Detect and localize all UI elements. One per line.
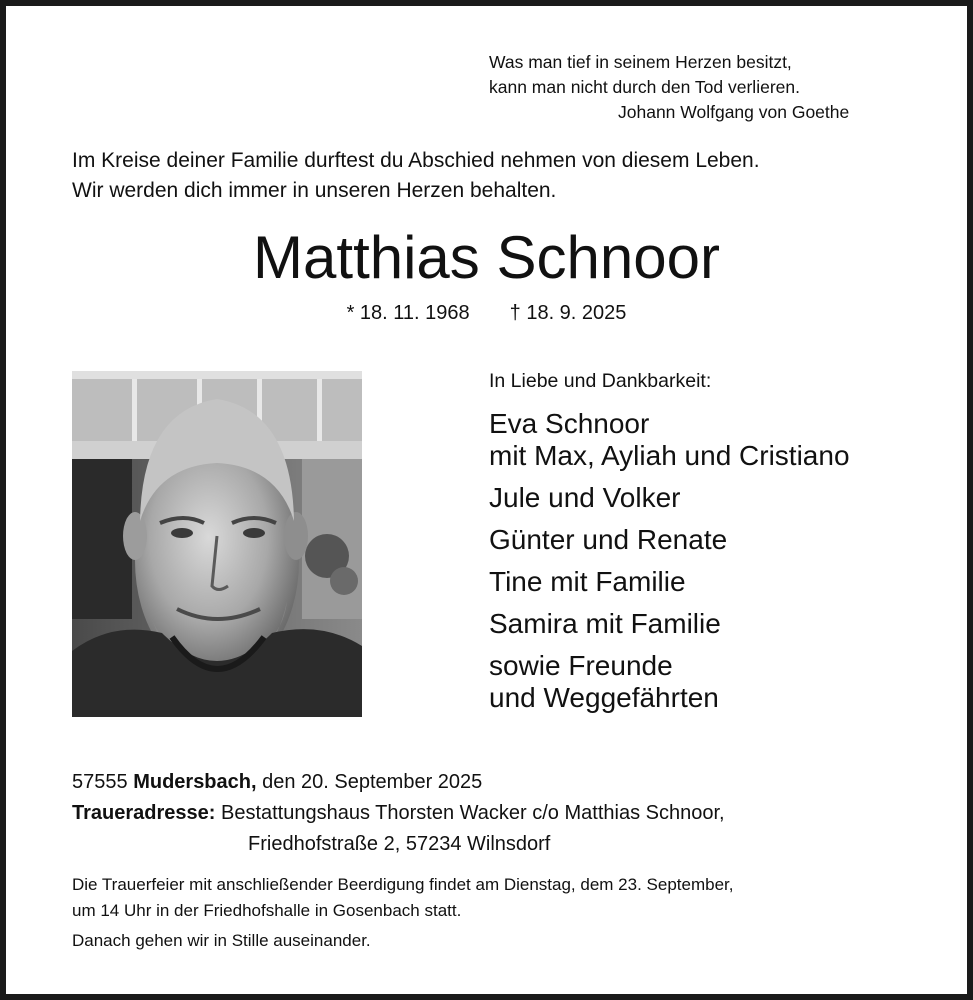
mourner-line: und Weggefährten (489, 682, 719, 713)
birth-date: * 18. 11. 1968 (346, 302, 470, 324)
deceased-name: Matthias Schnoor (253, 224, 720, 291)
intro-line-1: Im Kreise deiner Familie durftest du Abschied nehmen von diesem Leben. (72, 149, 760, 172)
mourner-line: Eva Schnoor (489, 408, 650, 439)
obituary-notice (6, 6, 967, 994)
mourner-line: sowie Freunde (489, 650, 673, 681)
address-label: Traueradresse: (72, 802, 216, 824)
mourners-list (489, 408, 850, 714)
death-date: † 18. 9. 2025 (509, 302, 627, 324)
mourner-line: Tine mit Familie (489, 566, 686, 597)
mourner-line: Jule und Volker (489, 482, 681, 513)
quote-author: Johann Wolfgang von Goethe (618, 102, 850, 122)
quote-line-1: Was man tief in seinem Herzen besitzt, (489, 52, 792, 72)
portrait-photo (72, 371, 362, 717)
intro-line-2: Wir werden dich immer in unseren Herzen behalten. (72, 179, 557, 202)
service-line-2: um 14 Uhr in der Friedhofshalle in Gosenbach statt. (72, 901, 462, 920)
intro-text (72, 146, 760, 206)
mourner-line: mit Max, Ayliah und Cristiano (489, 440, 850, 471)
quote-line-2: kann man nicht durch den Tod verlieren. (489, 77, 800, 97)
notice-date: den 20. September 2025 (262, 771, 483, 793)
mourner-line: Samira mit Familie (489, 608, 721, 639)
goethe-quote (489, 50, 800, 100)
address-line-2: Friedhofstraße 2, 57234 Wilnsdorf (248, 833, 551, 855)
service-line-1: Die Trauerfeier mit anschließender Beerdigung findet am Dienstag, dem 23. September, (72, 875, 734, 894)
mourning-address (72, 798, 725, 828)
address-line-1: Bestattungshaus Thorsten Wacker c/o Matthias Schnoor, (220, 802, 725, 824)
zip-code: 57555 (72, 771, 128, 793)
life-dates (6, 298, 967, 328)
service-line-3: Danach gehen wir in Stille auseinander. (72, 931, 371, 950)
city: Mudersbach, (133, 771, 257, 793)
mourners-heading: In Liebe und Dankbarkeit: (489, 370, 712, 392)
place-and-date (72, 767, 482, 797)
mourner-line: Günter und Renate (489, 524, 728, 555)
